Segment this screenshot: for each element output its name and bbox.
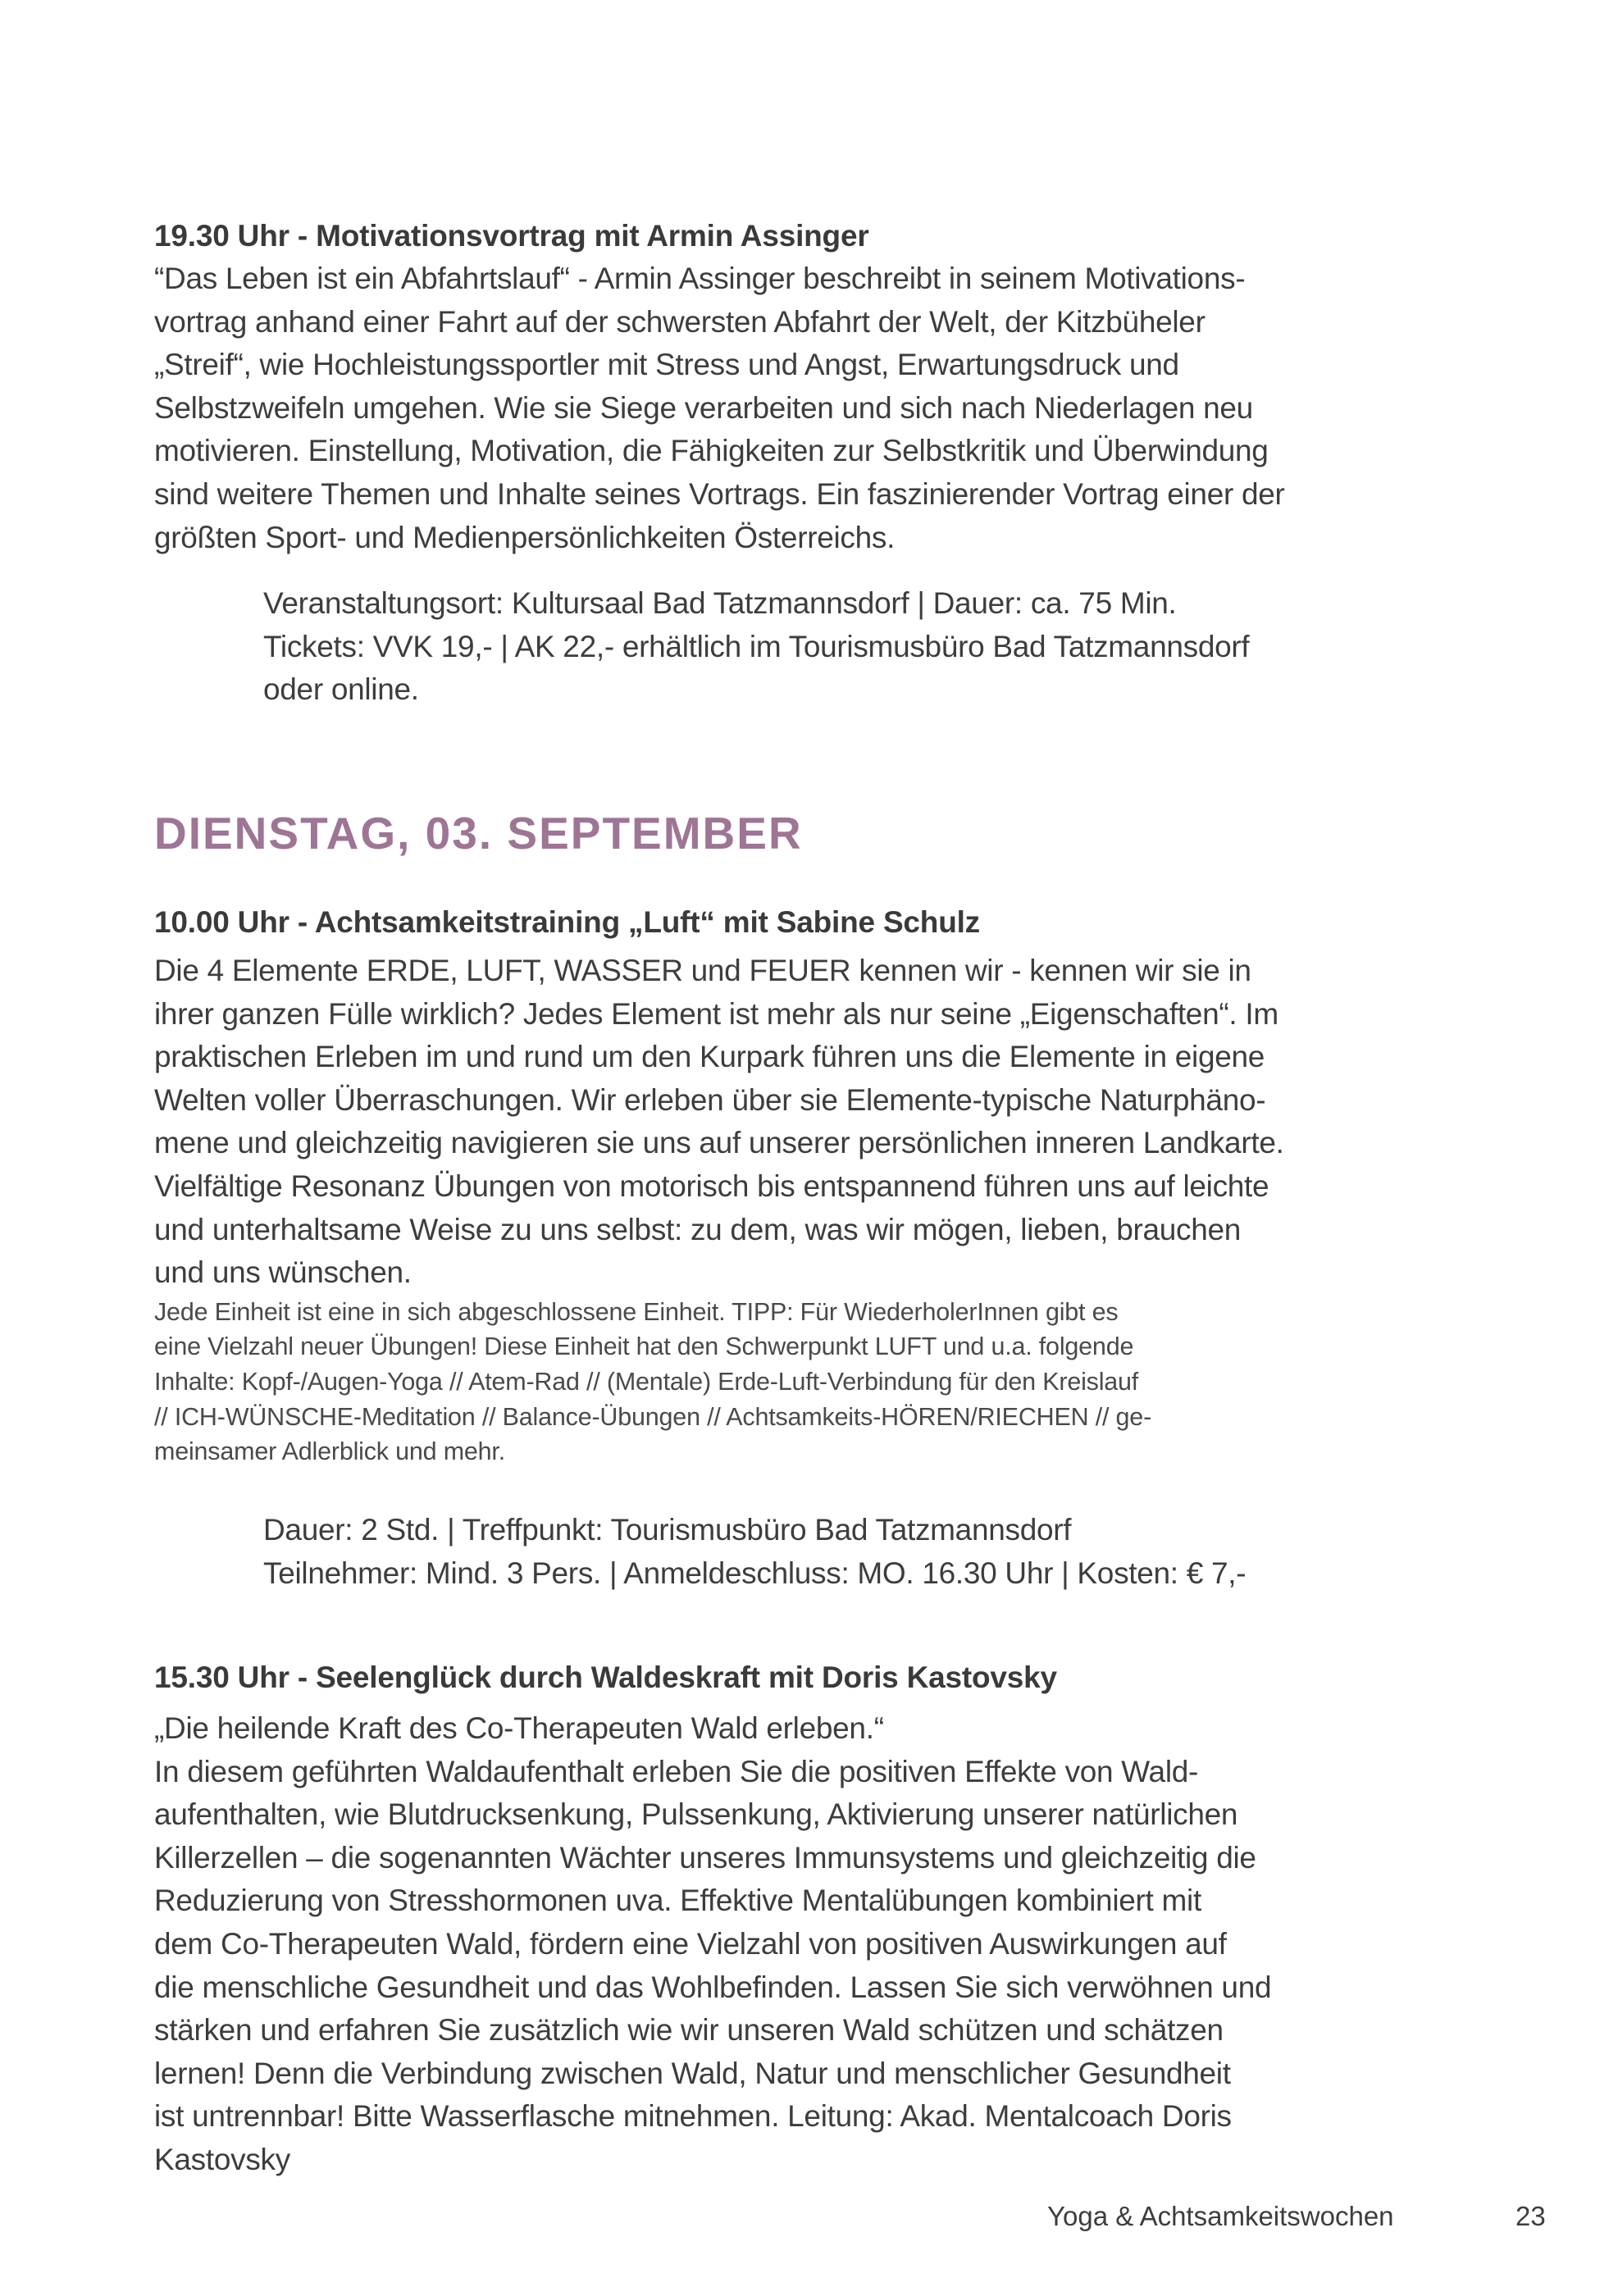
footer-publication-title: Yoga & Achtsamkeitswochen: [1047, 2201, 1394, 2231]
description-line: vortrag anhand einer Fahrt auf der schwersten Abfahrt der Welt, der Kitzbüheler: [154, 304, 1206, 339]
note-line: Jede Einheit ist eine in sich abgeschlossene Einheit. TIPP: Für WiederholerInnen gibt es: [154, 1297, 1119, 1326]
event-note: [154, 1295, 1499, 1469]
event-achtsamkeitstraining: [154, 901, 1499, 1469]
details-line: Tickets: VVK 19,- | AK 22,- erhältlich im Tourismusbüro Bad Tatzmannsdorf: [263, 629, 1250, 663]
event-description: [154, 257, 1499, 559]
event-title: 19.30 Uhr - Motivationsvortrag mit Armin Assinger: [154, 219, 869, 253]
details-line: oder online.: [263, 672, 419, 706]
description-line: Killerzellen – die sogenannten Wächter unseres Immunsystems und gleichzeitig die: [154, 1840, 1256, 1875]
page-number: 23: [1515, 2201, 1546, 2231]
description-line: sind weitere Themen und Inhalte seines Vortrags. Ein faszinierender Vortrag einer der: [154, 476, 1285, 511]
description-line: mene und gleichzeitig navigieren sie uns auf unserer persönlichen inneren Landkarte.: [154, 1126, 1284, 1160]
description-line: Selbstzweifeln umgehen. Wie sie Siege verarbeiten und sich nach Niederlagen neu: [154, 390, 1253, 425]
event-details: [263, 582, 1493, 712]
description-line: Kastovsky: [154, 2142, 290, 2176]
description-line: stärken und erfahren Sie zusätzlich wie wir unseren Wald schützen und schätzen: [154, 2013, 1224, 2048]
description-line: die menschliche Gesundheit und das Wohlbefinden. Lassen Sie sich verwöhnen und: [154, 1970, 1272, 2004]
description-line: größten Sport- und Medienpersönlichkeiten Österreichs.: [154, 520, 896, 554]
details-line: Veranstaltungsort: Kultursaal Bad Tatzmannsdorf | Dauer: ca. 75 Min.: [263, 586, 1177, 620]
description-line: und unterhaltsame Weise zu uns selbst: zu dem, was wir mögen, lieben, brauchen: [154, 1212, 1242, 1246]
note-line: eine Vielzahl neuer Übungen! Diese Einheit hat den Schwerpunkt LUFT und u.a. folgende: [154, 1332, 1134, 1361]
event-motivationsvortrag: [154, 215, 1499, 559]
event-title: 10.00 Uhr - Achtsamkeitstraining „Luft“ mit Sabine Schulz: [154, 905, 980, 939]
description-line: „Streif“, wie Hochleistungssportler mit Stress und Angst, Erwartungsdruck und: [154, 348, 1179, 382]
event-description: [154, 950, 1499, 1295]
description-line: Welten voller Überraschungen. Wir erleben über sie Elemente-typische Naturphäno-: [154, 1082, 1266, 1117]
description-line: aufenthalten, wie Blutdrucksenkung, Pulssenkung, Aktivierung unserer natürlichen: [154, 1797, 1238, 1832]
event-seelenglueck: [154, 1656, 1499, 2182]
note-line: Inhalte: Kopf-/Augen-Yoga // Atem-Rad // (Mentale) Erde-Luft-Verbindung für den Kreislauf: [154, 1367, 1139, 1396]
description-line: ist untrennbar! Bitte Wasserflasche mitnehmen. Leitung: Akad. Mentalcoach Doris: [154, 2099, 1232, 2134]
details-line: Dauer: 2 Std. | Treffpunkt: Tourismusbüro Bad Tatzmannsdorf: [263, 1513, 1072, 1547]
note-line: // ICH-WÜNSCHE-Meditation // Balance-Übungen // Achtsamkeits-HÖREN/RIECHEN // ge-: [154, 1402, 1152, 1431]
details-line: Teilnehmer: Mind. 3 Pers. | Anmeldeschluss: MO. 16.30 Uhr | Kosten: € 7,-: [263, 1556, 1247, 1590]
description-line: motivieren. Einstellung, Motivation, die Fähigkeiten zur Selbstkritik und Überwindung: [154, 434, 1269, 468]
description-line: und uns wünschen.: [154, 1255, 412, 1290]
event-title: 15.30 Uhr - Seelenglück durch Waldeskraft mit Doris Kastovsky: [154, 1660, 1057, 1694]
description-line: Die 4 Elemente ERDE, LUFT, WASSER und FEUER kennen wir - kennen wir sie in: [154, 954, 1251, 987]
description-line: ihrer ganzen Fülle wirklich? Jedes Element ist mehr als nur seine „Eigenschaften“. Im: [154, 996, 1278, 1031]
description-line: “Das Leben ist ein Abfahrtslauf“ - Armin Assinger beschreibt in seinem Motivations-: [154, 262, 1246, 295]
description-line: „Die heilende Kraft des Co-Therapeuten Wald erleben.“: [154, 1711, 884, 1745]
note-line: meinsamer Adlerblick und mehr.: [154, 1437, 505, 1466]
description-line: Reduzierung von Stresshormonen uva. Effektive Mentalübungen kombiniert mit: [154, 1884, 1201, 1918]
event-description: [154, 1707, 1499, 2182]
event-details: [263, 1509, 1493, 1595]
description-line: praktischen Erleben im und rund um den Kurpark führen uns die Elemente in eigene: [154, 1040, 1265, 1074]
description-line: dem Co-Therapeuten Wald, fördern eine Vielzahl von positiven Auswirkungen auf: [154, 1926, 1227, 1961]
day-heading: DIENSTAG, 03. SEPTEMBER: [154, 808, 803, 859]
description-line: In diesem geführten Waldaufenthalt erleben Sie die positiven Effekte von Wald-: [154, 1754, 1199, 1788]
description-line: Vielfältige Resonanz Übungen von motorisch bis entspannend führen uns auf leichte: [154, 1168, 1269, 1203]
description-line: lernen! Denn die Verbindung zwischen Wald, Natur und menschlicher Gesundheit: [154, 2056, 1231, 2090]
